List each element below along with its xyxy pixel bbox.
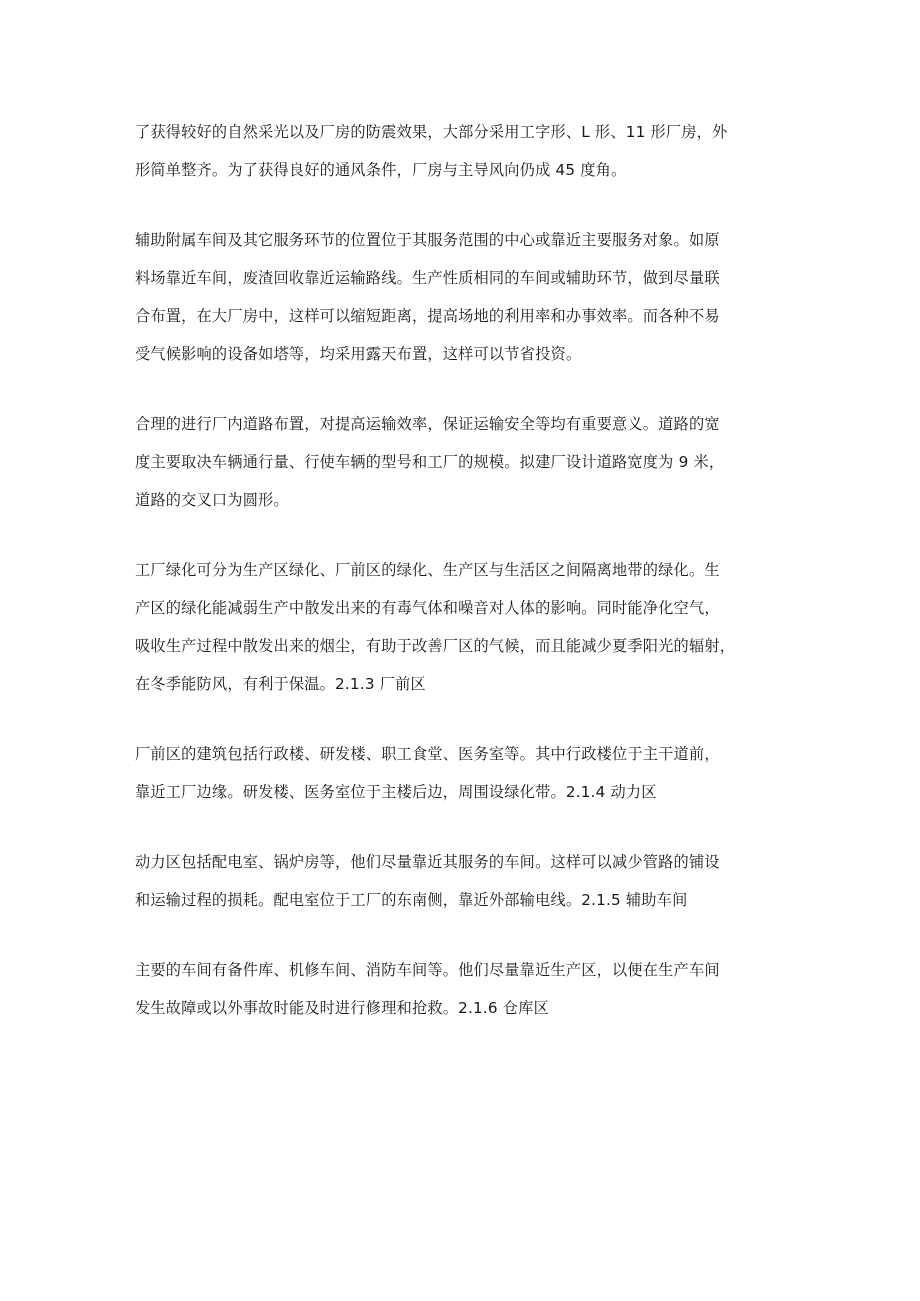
text-line: 动力区包括配电室、锅炉房等，他们尽量靠近其服务的车间。这样可以减少管路的铺设 (135, 853, 720, 871)
text-line: 辅助附属车间及其它服务环节的位置位于其服务范围的中心或靠近主要服务对象。如原 (135, 231, 720, 249)
text-line: 道路的交叉口为圆形。 (135, 491, 289, 509)
document-body (135, 113, 797, 1059)
text-line: 度主要取决车辆通行量、行使车辆的型号和工厂的规模。拟建厂设计道路宽度为 9 米， (135, 453, 725, 471)
paragraph-7 (135, 951, 797, 1027)
paragraph-3 (135, 405, 797, 519)
text-line: 合布置，在大厂房中，这样可以缩短距离，提高场地的利用率和办事效率。而各种不易 (135, 307, 720, 325)
text-line: 发生故障或以外事故时能及时进行修理和抢救。2.1.6 仓库区 (135, 999, 549, 1017)
text-line: 吸收生产过程中散发出来的烟尘，有助于改善厂区的气候，而且能减少夏季阳光的辐射， (135, 637, 736, 655)
paragraph-1 (135, 113, 797, 189)
paragraph-4 (135, 551, 797, 703)
text-line: 了获得较好的自然采光以及厂房的防震效果，大部分采用工字形、L 形、11 形厂房，外 (135, 123, 728, 141)
text-line: 厂前区的建筑包括行政楼、研发楼、职工食堂、医务室等。其中行政楼位于主干道前， (135, 745, 720, 763)
text-line: 合理的进行厂内道路布置，对提高运输效率，保证运输安全等均有重要意义。道路的宽 (135, 415, 720, 433)
text-line: 靠近工厂边缘。研发楼、医务室位于主楼后边，周围设绿化带。2.1.4 动力区 (135, 783, 657, 801)
text-line: 主要的车间有备件库、机修车间、消防车间等。他们尽量靠近生产区，以便在生产车间 (135, 961, 720, 979)
paragraph-2 (135, 221, 797, 373)
paragraph-5 (135, 735, 797, 811)
text-line: 受气候影响的设备如塔等，均采用露天布置，这样可以节省投资。 (135, 345, 582, 363)
text-line: 在冬季能防风，有利于保温。2.1.3 厂前区 (135, 675, 426, 693)
text-line: 料场靠近车间，废渣回收靠近运输路线。生产性质相同的车间或辅助环节，做到尽量联 (135, 269, 720, 287)
text-line: 形简单整齐。为了获得良好的通风条件，厂房与主导风向仍成 45 度角。 (135, 161, 627, 179)
text-line: 工厂绿化可分为生产区绿化、厂前区的绿化、生产区与生活区之间隔离地带的绿化。生 (135, 561, 720, 579)
paragraph-6 (135, 843, 797, 919)
text-line: 和运输过程的损耗。配电室位于工厂的东南侧，靠近外部输电线。2.1.5 辅助车间 (135, 891, 688, 909)
text-line: 产区的绿化能减弱生产中散发出来的有毒气体和噪音对人体的影响。同时能净化空气， (135, 599, 720, 617)
